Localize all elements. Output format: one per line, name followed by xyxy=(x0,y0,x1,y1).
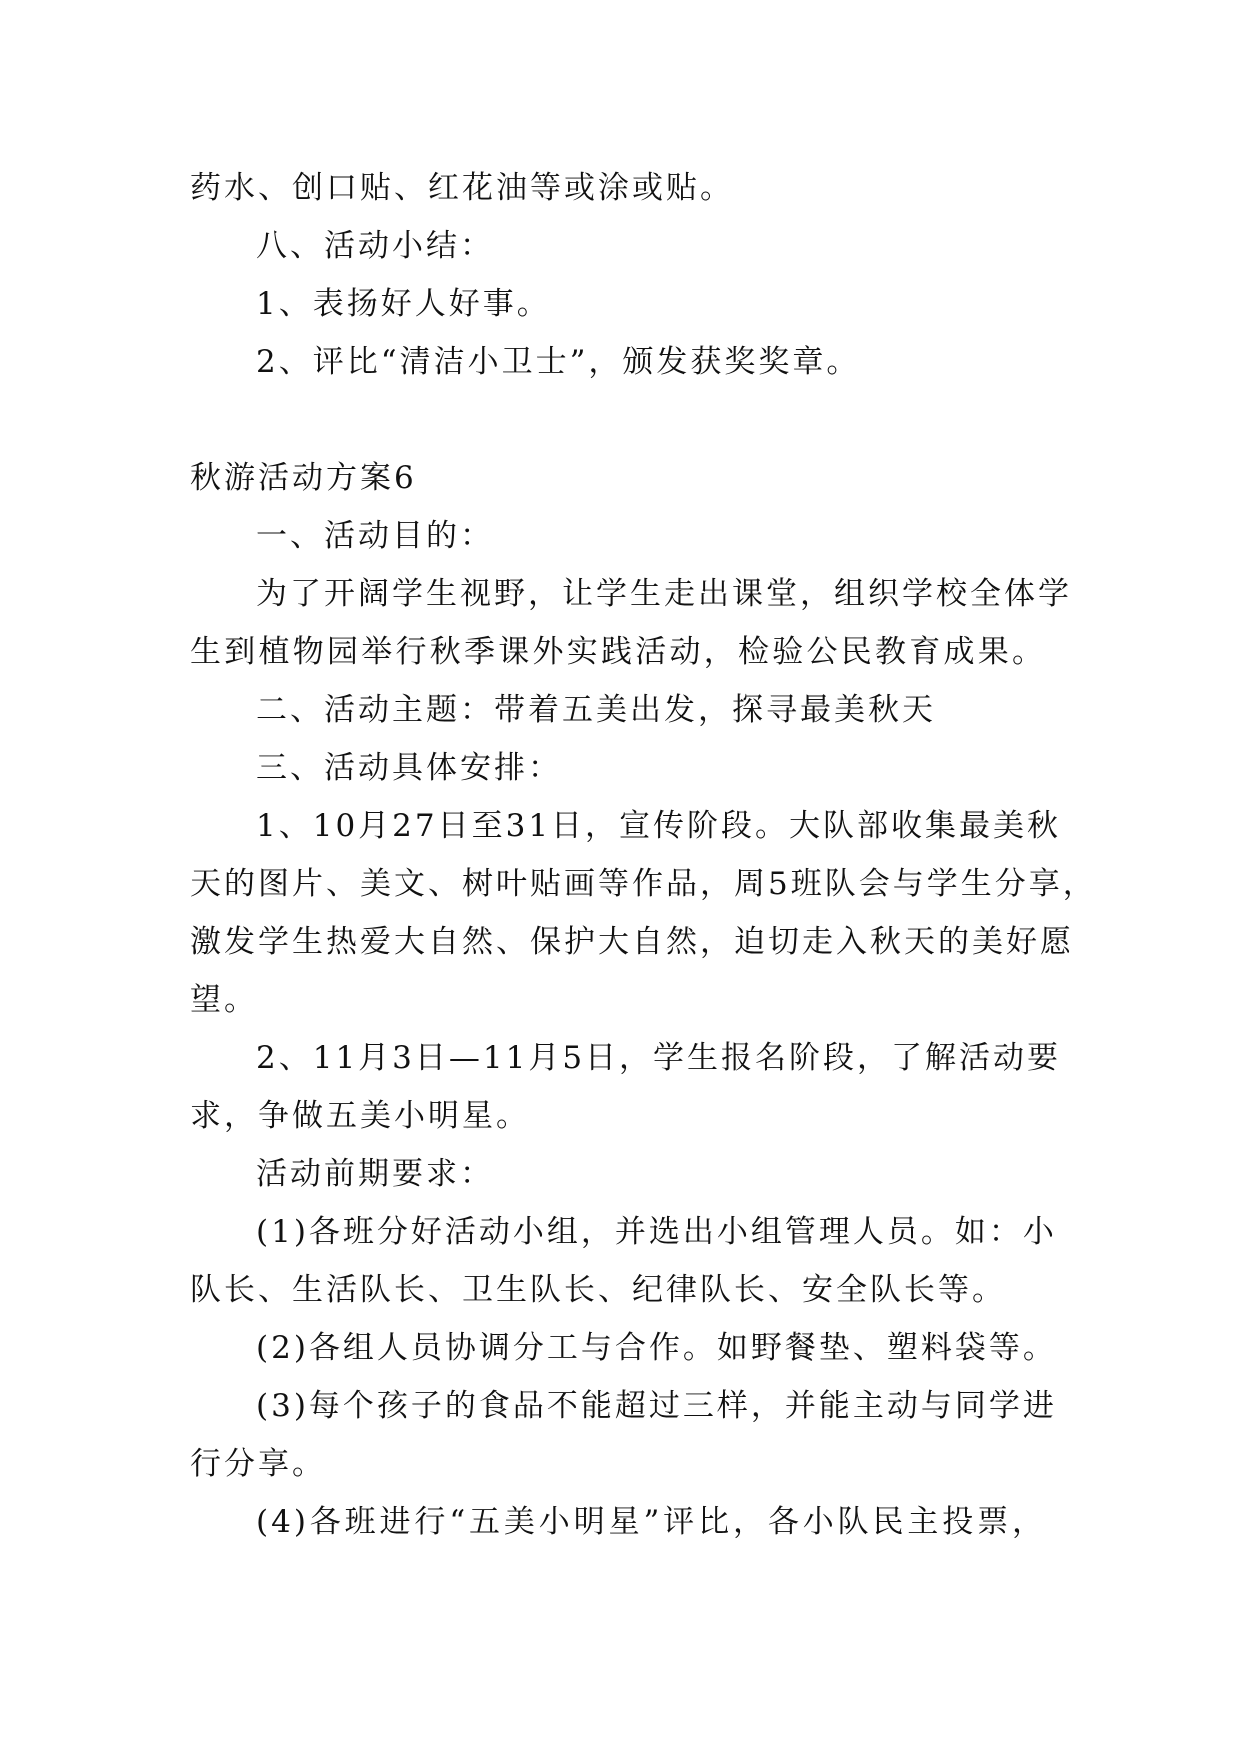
text-line: (4)各班进行“五美小明星”评比，各小队民主投票， xyxy=(256,1504,1046,1540)
text-line: 求，争做五美小明星。 xyxy=(190,1098,530,1134)
text-line: 生到植物园举行秋季课外实践活动，检验公民教育成果。 xyxy=(190,634,1046,670)
section-heading: 二、活动主题：带着五美出发，探寻最美秋天 xyxy=(256,692,936,728)
section-heading: 三、活动具体安排： xyxy=(256,750,562,786)
document-title: 秋游活动方案6 xyxy=(190,460,417,496)
text-line: 激发学生热爱大自然、保护大自然，迫切走入秋天的美好愿 xyxy=(190,924,1074,960)
text-line: 药水、创口贴、红花油等或涂或贴。 xyxy=(190,170,734,206)
text-line: 队长、生活队长、卫生队长、纪律队长、安全队长等。 xyxy=(190,1272,1006,1308)
text-line: (3)每个孩子的食品不能超过三样，并能主动与同学进 xyxy=(256,1388,1057,1424)
section-heading: 八、活动小结： xyxy=(256,228,494,264)
text-line: 2、评比“清洁小卫士”，颁发获奖奖章。 xyxy=(256,344,861,380)
text-line: 天的图片、美文、树叶贴画等作品，周5班队会与学生分享， xyxy=(190,866,1097,902)
text-line: 为了开阔学生视野，让学生走出课堂，组织学校全体学 xyxy=(256,576,1072,612)
text-line: 行分享。 xyxy=(190,1446,326,1482)
section-heading: 一、活动目的： xyxy=(256,518,494,554)
text-line: 活动前期要求： xyxy=(256,1156,494,1192)
text-line: (1)各班分好活动小组，并选出小组管理人员。如：小 xyxy=(256,1214,1057,1250)
text-line: 1、表扬好人好事。 xyxy=(256,286,551,322)
text-line: 望。 xyxy=(190,982,258,1018)
text-line: (2)各组人员协调分工与合作。如野餐垫、塑料袋等。 xyxy=(256,1330,1057,1366)
text-line: 1、10月27日至31日，宣传阶段。大队部收集最美秋 xyxy=(256,808,1062,844)
text-line: 2、11月3日—11月5日，学生报名阶段，了解活动要 xyxy=(256,1040,1062,1076)
